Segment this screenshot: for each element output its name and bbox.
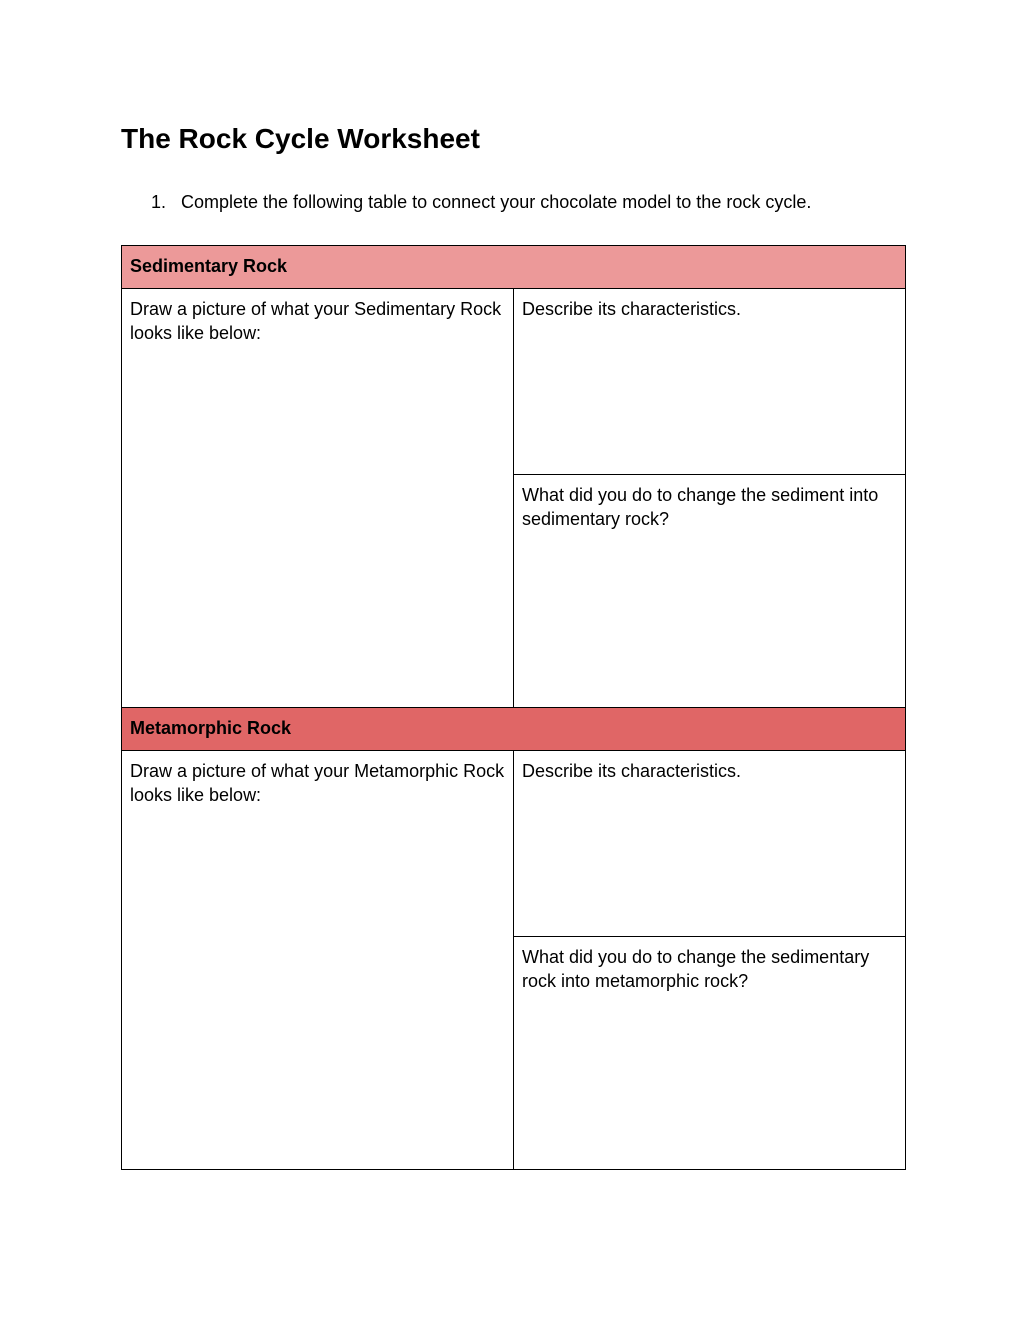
sedimentary-header-row <box>122 246 906 289</box>
metamorphic-describe-cell[interactable] <box>514 751 906 937</box>
instruction-text: Complete the following table to connect your chocolate model to the rock cycle. <box>181 192 812 212</box>
sedimentary-describe-prompt: Describe its characteristics. <box>522 299 742 319</box>
sedimentary-draw-cell[interactable] <box>122 289 514 708</box>
metamorphic-draw-cell[interactable] <box>122 751 514 1170</box>
metamorphic-row-top <box>122 751 906 937</box>
metamorphic-describe-prompt: Describe its characteristics. <box>522 761 742 781</box>
instruction-item <box>151 190 811 214</box>
sedimentary-change-prompt: What did you do to change the sediment into sedimentary rock? <box>522 485 879 529</box>
sedimentary-change-cell[interactable] <box>514 475 906 708</box>
sedimentary-rock-header: Sedimentary Rock <box>122 246 906 289</box>
metamorphic-change-prompt: What did you do to change the sedimentary rock into metamorphic rock? <box>522 947 870 991</box>
sedimentary-row-top <box>122 289 906 475</box>
sedimentary-describe-cell[interactable] <box>514 289 906 475</box>
metamorphic-rock-header: Metamorphic Rock <box>122 708 906 751</box>
instruction-number: 1. <box>151 192 167 212</box>
metamorphic-change-cell[interactable] <box>514 937 906 1170</box>
sedimentary-draw-prompt: Draw a picture of what your Sedimentary Rock looks like below: <box>130 299 502 343</box>
metamorphic-header-row <box>122 708 906 751</box>
rock-cycle-table <box>121 245 906 1170</box>
metamorphic-draw-prompt: Draw a picture of what your Metamorphic Rock looks like below: <box>130 761 505 805</box>
page-title: The Rock Cycle Worksheet <box>121 123 480 154</box>
